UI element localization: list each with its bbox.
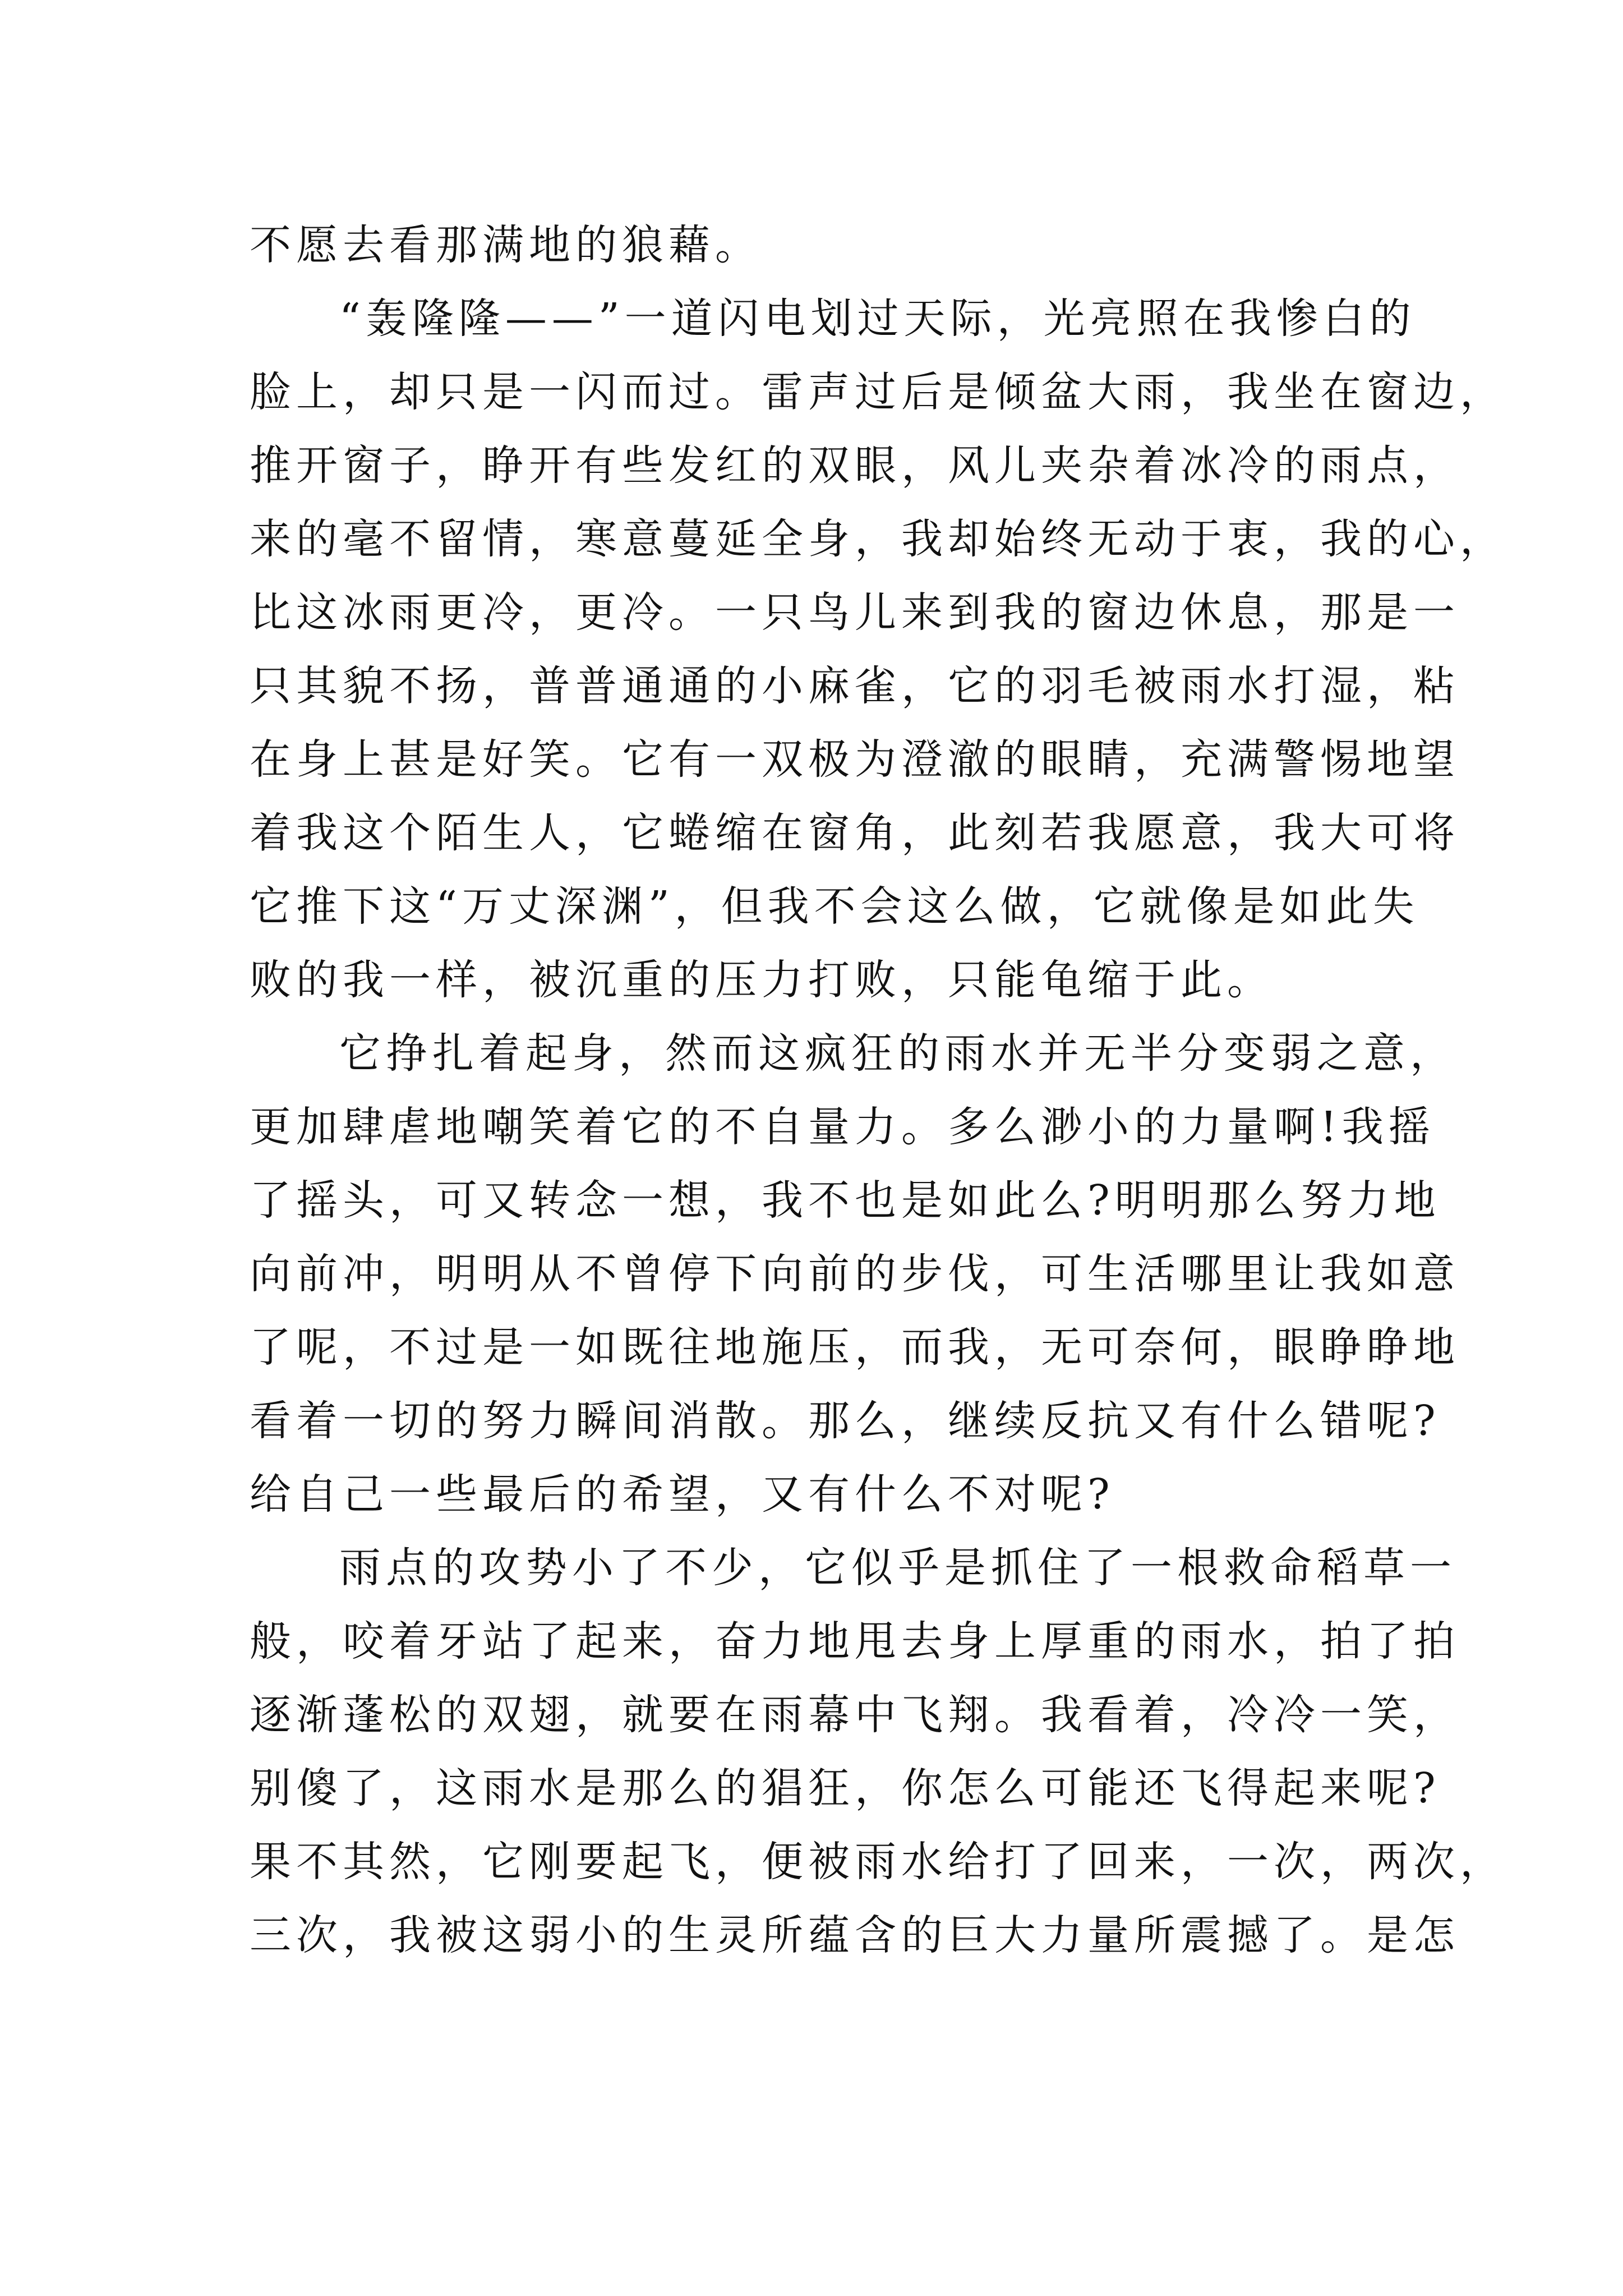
text-line: 般，咬着牙站了起来，奋力地甩去身上厚重的雨水，拍了拍	[250, 1617, 1460, 1665]
body-text	[250, 209, 1506, 1972]
text-line: 向前冲，明明从不曾停下向前的步伐，可生活哪里让我如意	[250, 1250, 1460, 1298]
text-line: 只其貌不扬，普普通通的小麻雀，它的羽毛被雨水打湿，粘	[250, 662, 1460, 710]
text-line: 败的我一样，被沉重的压力打败，只能龟缩于此。	[250, 956, 1274, 1004]
text-line: 更加肆虐地嘲笑着它的不自量力。多么渺小的力量啊!我摇	[250, 1103, 1435, 1151]
text-line: 在身上甚是好笑。它有一双极为澄澈的眼睛，充满警惕地望	[250, 735, 1460, 784]
paragraph-first-line: “轰隆隆——”一道闪电划过天际，光亮照在我惨白的	[339, 295, 1416, 343]
text-line: 看着一切的努力瞬间消散。那么，继续反抗又有什么错呢?	[250, 1397, 1441, 1445]
text-line: 别傻了，这雨水是那么的猖狂，你怎么可能还飞得起来呢?	[250, 1764, 1441, 1812]
text-line: 果不其然，它刚要起飞，便被雨水给打了回来，一次，两次，	[250, 1838, 1506, 1886]
text-line: 逐渐蓬松的双翅，就要在雨幕中飞翔。我看着，冷冷一笑，	[250, 1691, 1460, 1739]
text-line: 推开窗子，睁开有些发红的双眼，风儿夹杂着冰冷的雨点，	[250, 441, 1460, 490]
text-line: 着我这个陌生人，它蜷缩在窗角，此刻若我愿意，我大可将	[250, 809, 1460, 857]
text-line: 来的毫不留情，寒意蔓延全身，我却始终无动于衷，我的心，	[250, 515, 1506, 563]
text-line: 它推下这“万丈深渊”，但我不会这么做，它就像是如此失	[250, 882, 1419, 931]
text-line: 了摇头，可又转念一想，我不也是如此么?明明那么努力地	[250, 1176, 1441, 1225]
text-line: 了呢，不过是一如既往地施压，而我，无可奈何，眼睁睁地	[250, 1323, 1460, 1372]
paragraph-first-line: 雨点的攻势小了不少，它似乎是抓住了一根救命稻草一	[339, 1544, 1456, 1592]
paragraph-first-line: 它挣扎着起身，然而这疯狂的雨水并无半分变弱之意，	[339, 1029, 1456, 1078]
text-line: 给自己一些最后的希望，又有什么不对呢?	[250, 1470, 1115, 1519]
text-line: 三次，我被这弱小的生灵所蕴含的巨大力量所震撼了。是怎	[250, 1911, 1460, 1959]
text-line: 脸上，却只是一闪而过。雷声过后是倾盆大雨，我坐在窗边，	[250, 368, 1506, 416]
text-line: 比这冰雨更冷，更冷。一只鸟儿来到我的窗边休息，那是一	[250, 588, 1460, 637]
text-line: 不愿去看那满地的狼藉。	[250, 221, 762, 269]
